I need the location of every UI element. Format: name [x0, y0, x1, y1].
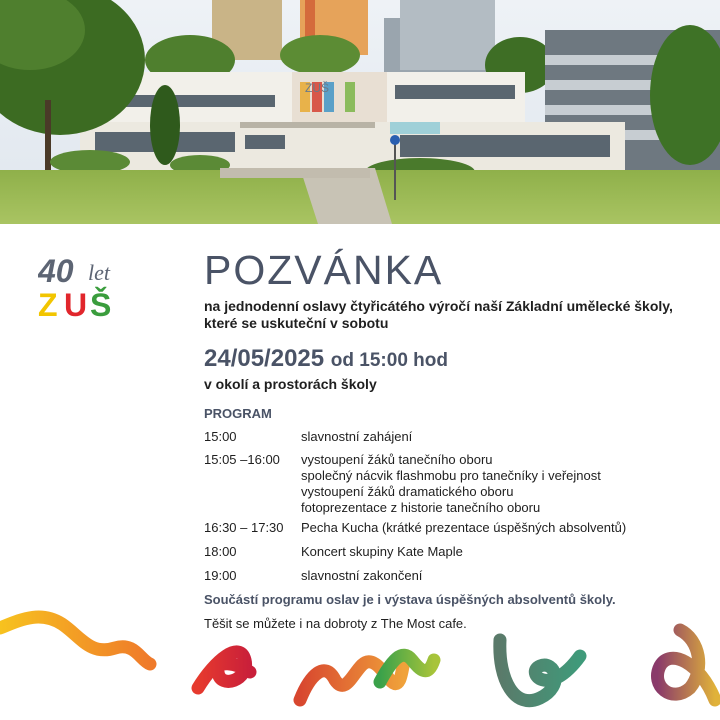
subtitle-line: které se uskuteční v sobotu — [204, 315, 389, 331]
logo-school-letter-z: Z — [38, 287, 58, 320]
exhibition-note: Součástí programu oslav je i výstava úspěšných absolventů školy. — [204, 592, 616, 607]
program-time: 15:00 — [204, 429, 237, 444]
school-building-photo — [0, 0, 720, 224]
logo-years: 40 — [38, 254, 74, 289]
program-line: vystoupení žáků dramatického oboru — [301, 484, 514, 499]
program-line: společný nácvik flashmobu pro tanečníky i veřejnost — [301, 468, 601, 483]
program-line: Pecha Kucha (krátké prezentace úspěšných absolventů) — [301, 520, 627, 535]
page-title: POZVÁNKA — [204, 247, 444, 293]
invitation-subtitle — [204, 298, 704, 332]
squiggle — [657, 630, 715, 700]
squiggle — [0, 617, 150, 664]
svg-text:ZUŠ: ZUŠ — [305, 81, 329, 95]
program-item — [204, 452, 601, 516]
zus-40-years-logo — [38, 254, 142, 320]
program-item — [204, 520, 626, 536]
program-line: vystoupení žáků tanečního oboru — [301, 452, 493, 467]
decorative-squiggles — [0, 600, 720, 720]
logo-school-letter-s: Š — [90, 287, 112, 320]
program-line: fotoprezentace z historie tanečního oboru — [301, 500, 541, 515]
program-description — [301, 520, 626, 536]
logo-school-letter-u: U — [64, 287, 88, 320]
program-description — [301, 568, 422, 584]
program-line: slavnostní zahájení — [301, 429, 413, 444]
subtitle-line: na jednodenní oslavy čtyřicátého výročí naší Základní umělecké školy, — [204, 298, 673, 314]
program-heading: PROGRAM — [204, 406, 272, 421]
program-item — [204, 568, 422, 584]
program-item — [204, 429, 412, 445]
program-line: slavnostní zakončení — [301, 568, 423, 583]
program-line: Koncert skupiny Kate Maple — [301, 544, 463, 559]
program-description — [301, 452, 601, 516]
program-time: 19:00 — [204, 568, 237, 583]
program-time: 18:00 — [204, 544, 237, 559]
program-time: 15:05 –16:00 — [204, 452, 280, 467]
logo-school — [38, 287, 111, 320]
program-item — [204, 544, 463, 560]
squiggle — [198, 652, 250, 688]
event-start-time: od 15:00 hod — [330, 350, 448, 371]
program-time: 16:30 – 17:30 — [204, 520, 284, 535]
closing-note: Těšit se můžete i na dobroty z The Most cafe. — [204, 616, 467, 631]
program-description — [301, 544, 463, 560]
squiggle — [500, 640, 580, 701]
event-location: v okolí a prostorách školy — [204, 376, 377, 392]
event-date — [204, 344, 448, 376]
event-date-value: 24/05/2025 — [204, 345, 325, 372]
logo-word: let — [88, 260, 110, 285]
program-description — [301, 429, 412, 445]
